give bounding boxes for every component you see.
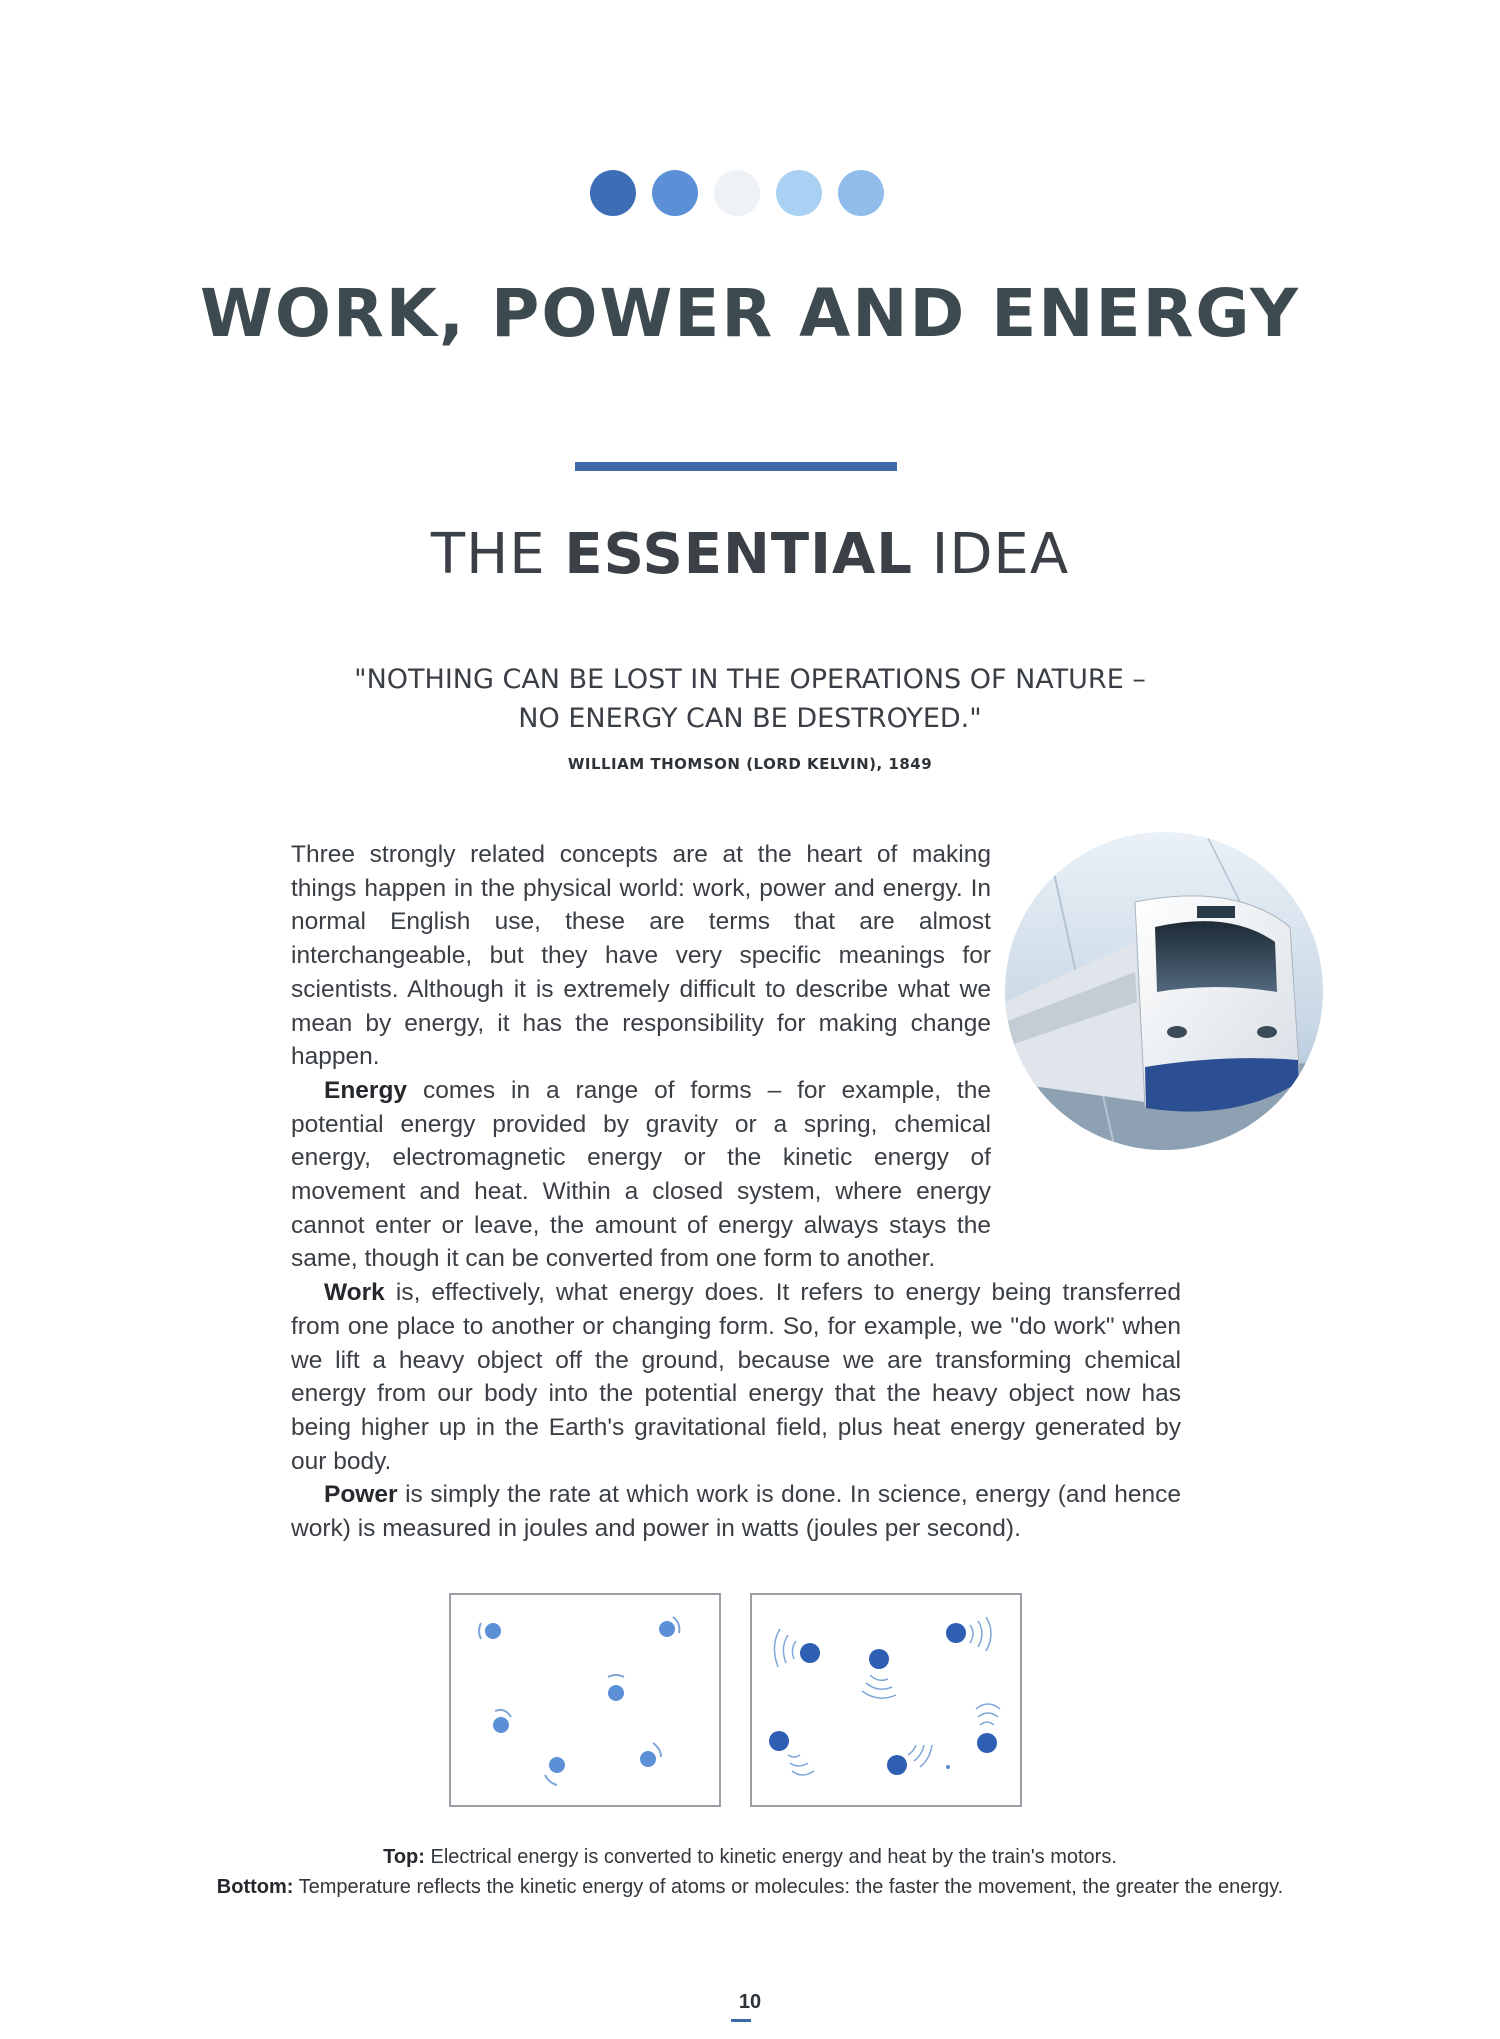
subtitle-bold: ESSENTIAL xyxy=(564,522,913,587)
section-subtitle xyxy=(0,522,1500,587)
page-number-underline xyxy=(731,2019,751,2022)
subtitle-post: IDEA xyxy=(931,522,1070,587)
caption-bottom-label: Bottom: xyxy=(216,1876,294,1898)
caption-top-label: Top: xyxy=(383,1846,425,1868)
energy-text: comes in a range of forms – for example, the potential energy provided by gravity or a spring, chemical energy, electromagnetic energy or the kinetic energy of movement and heat. Within a closed system, where energy cannot enter or leave, the amount of energy always stays the same, though it can be converted from one form to another. xyxy=(291,1076,991,1273)
caption-top-text: Electrical energy is converted to kinetic energy and heat by the train's motors. xyxy=(430,1846,1117,1868)
particles-slow-panel xyxy=(449,1593,721,1807)
power-text: is simply the rate at which work is done. In science, energy (and hence work) is measured in joules and power in watts (joules per second). xyxy=(291,1481,1181,1543)
decorative-dots xyxy=(590,170,890,220)
quote-attribution: WILLIAM THOMSON (LORD KELVIN), 1849 xyxy=(567,755,933,773)
page-number: 10 xyxy=(738,1991,762,2013)
energy-lead: Energy xyxy=(324,1076,408,1104)
dot-3 xyxy=(714,170,760,216)
power-lead: Power xyxy=(324,1481,398,1509)
caption-bottom xyxy=(0,1876,1500,1899)
work-text: is, effectively, what energy does. It refers to energy being transferred from one place to another or changing form. So, for example, we "do work" when we lift a heavy object off the ground, because we are transforming chemical energy from our body into the potential energy that the heavy object now has being higher up in the Earth's gravitational field, plus heat energy generated by our body. xyxy=(291,1279,1181,1475)
particles-fast-panel xyxy=(750,1593,1022,1807)
paragraph-energy xyxy=(291,1074,991,1276)
paragraph-intro: Three strongly related concepts are at the heart of making things happen in the physical world: work, power and energy. In normal English use, these are terms that are almost interchangeable, but they have very specific meanings for scientists. Although it is extremely difficult to describe what we mean by energy, it has the responsibility for making change happen. xyxy=(291,841,991,1071)
dot-1 xyxy=(590,170,636,216)
dot-4 xyxy=(776,170,822,216)
quote xyxy=(0,660,1500,738)
caption-top xyxy=(0,1846,1500,1869)
paragraph-power xyxy=(291,1478,1181,1545)
caption-bottom-text: Temperature reflects the kinetic energy of atoms or molecules: the faster the movement, the greater the energy. xyxy=(298,1876,1284,1898)
fast-particles-icon xyxy=(752,1595,1020,1805)
dot-2 xyxy=(652,170,698,216)
page-title: WORK, POWER AND ENERGY xyxy=(200,275,1300,352)
paragraph-work xyxy=(291,1276,1181,1478)
slow-particles-icon xyxy=(451,1595,719,1805)
title-divider xyxy=(575,462,897,471)
quote-line-2: NO ENERGY CAN BE DESTROYED." xyxy=(518,703,982,734)
dot-5 xyxy=(838,170,884,216)
quote-line-1: "NOTHING CAN BE LOST IN THE OPERATIONS OF NATURE – xyxy=(354,664,1146,695)
subtitle-pre: THE xyxy=(430,522,546,587)
body-text xyxy=(291,838,1181,1546)
work-lead: Work xyxy=(324,1279,385,1307)
